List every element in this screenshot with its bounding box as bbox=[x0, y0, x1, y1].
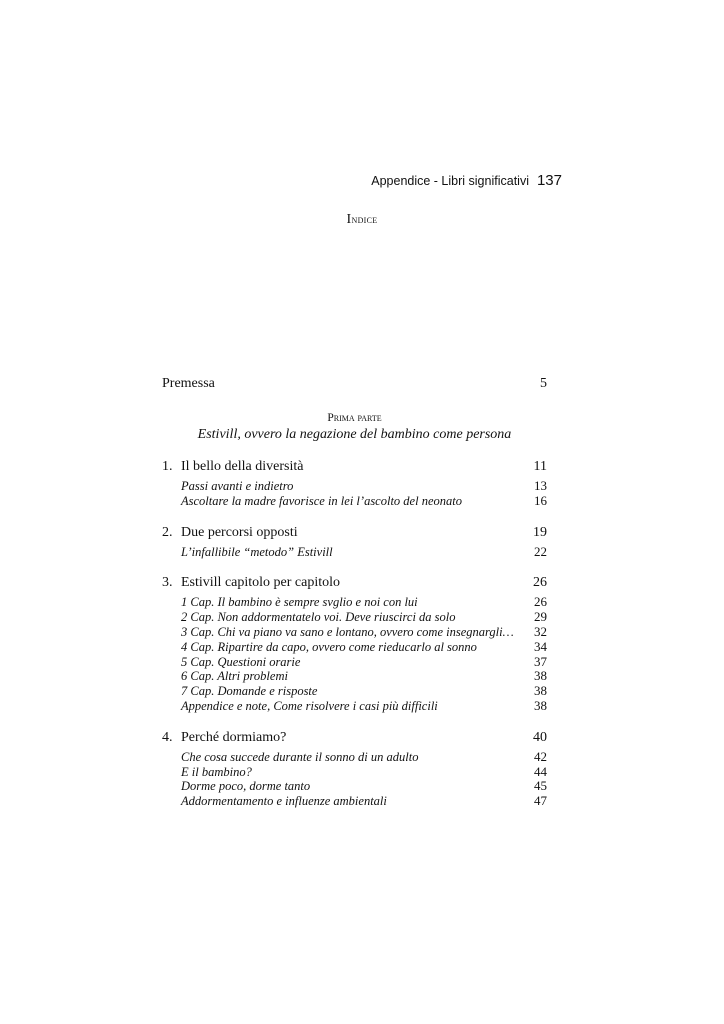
part-heading: Prima parte bbox=[327, 412, 382, 424]
chapter-page: 40 bbox=[533, 729, 547, 745]
running-title: Appendice - Libri significativi bbox=[371, 174, 529, 188]
section-row bbox=[162, 779, 547, 794]
chapter-4 bbox=[162, 729, 547, 809]
chapter-page: 26 bbox=[533, 575, 547, 591]
section-page: 44 bbox=[534, 763, 547, 779]
chapter-row bbox=[162, 574, 547, 592]
section-row bbox=[162, 595, 547, 610]
chapter-3 bbox=[162, 574, 547, 713]
chapter-1 bbox=[162, 458, 547, 509]
section-title: 6 Cap. Altri problemi bbox=[181, 669, 288, 684]
chapter-number: 3. bbox=[162, 575, 173, 591]
section-row bbox=[162, 794, 547, 809]
chapter-number: 4. bbox=[162, 729, 173, 745]
chapter-title: Estivill capitolo per capitolo bbox=[181, 575, 341, 591]
section-page: 38 bbox=[534, 683, 547, 699]
section-page: 38 bbox=[534, 697, 547, 713]
section-title: Dorme poco, dorme tanto bbox=[181, 779, 311, 794]
chapter-title: Il bello della diversità bbox=[181, 459, 304, 474]
section-title: E il bambino? bbox=[181, 764, 252, 779]
section-row bbox=[162, 545, 547, 560]
section-title: 1 Cap. Il bambino è sempre svglio e noi con lui bbox=[181, 595, 418, 610]
part-subtitle: Estivill, ovvero la negazione del bambino come persona bbox=[197, 427, 512, 442]
chapter-page: 19 bbox=[533, 524, 547, 540]
section-page: 22 bbox=[534, 543, 547, 559]
section-row bbox=[162, 699, 547, 714]
section-page: 37 bbox=[534, 653, 547, 669]
section-row bbox=[162, 625, 547, 640]
chapter-title: Due percorsi opposti bbox=[181, 524, 298, 540]
section-page: 16 bbox=[534, 492, 547, 508]
section-row bbox=[162, 610, 547, 625]
section-row bbox=[162, 640, 547, 655]
section-title: 2 Cap. Non addormentatelo voi. Deve riuscirci da solo bbox=[181, 610, 456, 625]
section-title: Ascoltare la madre favorisce in lei l’ascolto del neonato bbox=[181, 493, 462, 508]
section-row bbox=[162, 684, 547, 699]
section-title: Addormentamento e influenze ambientali bbox=[181, 794, 387, 809]
index-title: Indice bbox=[346, 212, 378, 227]
chapter-page: 11 bbox=[533, 459, 547, 474]
section-page: 42 bbox=[534, 748, 547, 764]
section-row bbox=[162, 479, 547, 494]
table-of-contents bbox=[162, 376, 547, 809]
toc-entry-page: 5 bbox=[540, 376, 547, 391]
section-page: 45 bbox=[534, 778, 547, 794]
page-number: 137 bbox=[536, 172, 562, 189]
section-title: 5 Cap. Questioni orarie bbox=[181, 654, 301, 669]
running-header bbox=[371, 172, 562, 189]
toc-entry-premessa bbox=[162, 376, 547, 392]
section-page: 47 bbox=[534, 793, 547, 809]
section-page: 29 bbox=[534, 609, 547, 625]
section-title: Che cosa succede durante il sonno di un adulto bbox=[181, 749, 419, 764]
section-page: 38 bbox=[534, 668, 547, 684]
toc-entry-title: Premessa bbox=[162, 376, 215, 391]
section-row bbox=[162, 669, 547, 684]
section-page: 26 bbox=[534, 594, 547, 610]
chapter-row bbox=[162, 458, 547, 476]
section-title: Appendice e note, Come risolvere i casi più difficili bbox=[181, 698, 438, 713]
chapter-row bbox=[162, 729, 547, 747]
section-title: 4 Cap. Ripartire da capo, ovvero come rieducarlo al sonno bbox=[181, 639, 477, 654]
section-page: 13 bbox=[534, 478, 547, 493]
chapter-row bbox=[162, 524, 547, 542]
chapter-number: 1. bbox=[162, 459, 173, 474]
section-title: 3 Cap. Chi va piano va sano e lontano, ovvero come insegnargli… bbox=[181, 624, 514, 639]
section-page: 34 bbox=[534, 638, 547, 654]
chapter-title: Perché dormiamo? bbox=[181, 729, 287, 745]
section-row bbox=[162, 750, 547, 765]
section-title: 7 Cap. Domande e risposte bbox=[181, 684, 318, 699]
section-page: 32 bbox=[534, 623, 547, 639]
section-title: Passi avanti e indietro bbox=[181, 479, 294, 493]
section-row bbox=[162, 494, 547, 509]
section-row bbox=[162, 765, 547, 780]
chapter-2 bbox=[162, 524, 547, 560]
section-row bbox=[162, 655, 547, 670]
section-title: L’infallibile “metodo” Estivill bbox=[181, 544, 333, 559]
chapter-number: 2. bbox=[162, 524, 173, 540]
